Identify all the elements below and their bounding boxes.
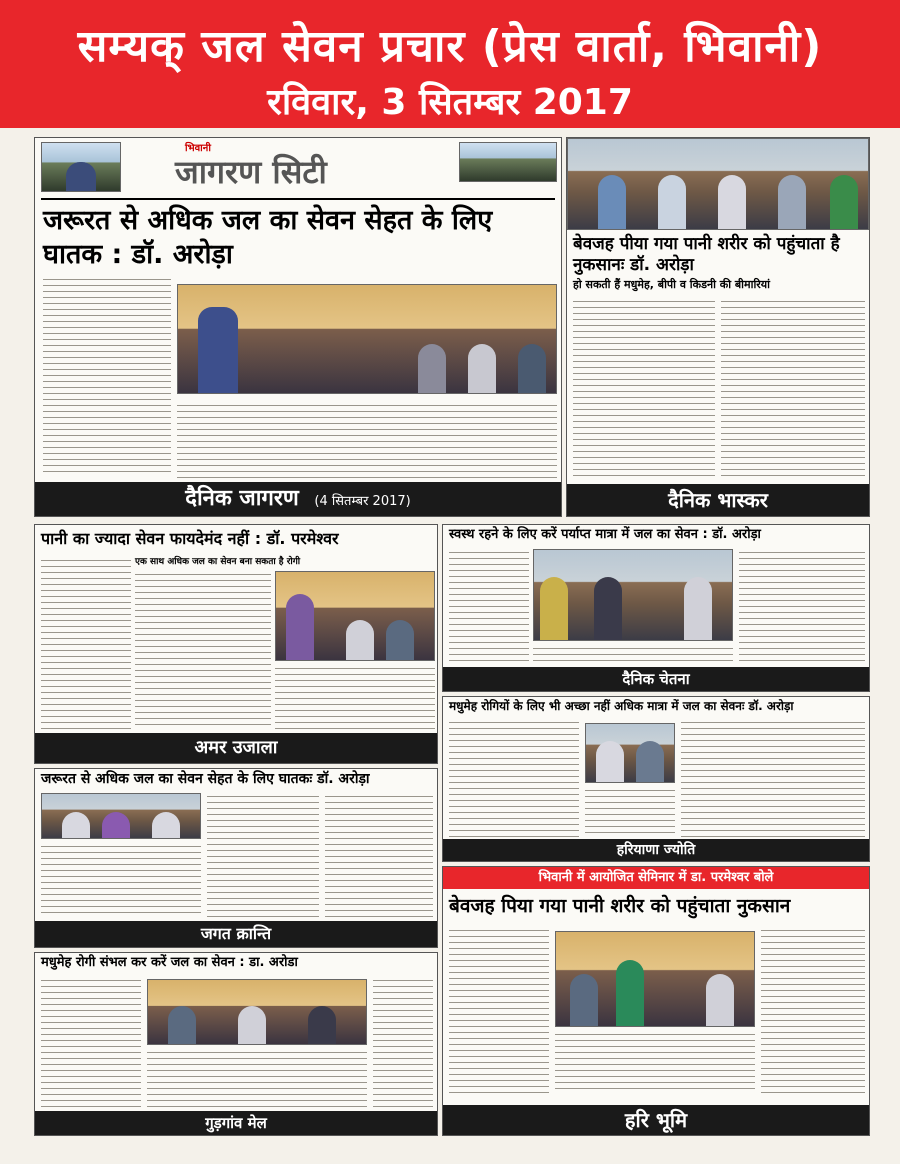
subhead: हो सकती हैं मधुमेह, बीपी व किडनी की बीमारियां [573, 278, 771, 291]
paper-date: (4 सितम्बर 2017) [314, 494, 411, 509]
footer-label [35, 733, 437, 763]
masthead-city: भिवानी [185, 143, 211, 154]
article-text-col3 [373, 977, 433, 1109]
article-text-col1 [449, 549, 529, 665]
article-text-col1 [449, 927, 549, 1093]
article-text-col3 [275, 665, 435, 729]
headline: पानी का ज्यादा सेवन फायदेमंद नहीं : डॉ. परमेश्वर [41, 529, 339, 548]
reporter-thumbnail [41, 142, 121, 192]
clipping-dainik-chetna [442, 524, 870, 692]
headline: मधुमेह रोगी संभल कर करें जल का सेवन : डा. अरोडा [41, 955, 298, 970]
article-photo [533, 549, 733, 641]
article-photo [177, 284, 557, 394]
article-photo [41, 793, 201, 839]
subhead: एक साथ अधिक जल का सेवन बना सकता है रोगी [135, 557, 301, 567]
headline: बेवजह पिया गया पानी शरीर को पहुंचाता नुकसान [449, 895, 791, 917]
article-text-col1 [449, 719, 579, 837]
article-photo [275, 571, 435, 661]
article-text-col1 [41, 843, 201, 917]
article-text-col2 [721, 298, 865, 478]
footer-label [443, 839, 869, 861]
headline: बेवजह पीया गया पानी शरीर को पहुंचाता है नुकसानः डॉ. अरोड़ा [573, 234, 840, 276]
headline: मधुमेह रोगियों के लिए भी अच्छा नहीं अधिक मात्रा में जल का सेवनः डॉ. अरोड़ा [449, 699, 794, 713]
paper-name: हरि भूमि [624, 1108, 688, 1132]
paper-name: जगत क्रान्ति [200, 924, 272, 943]
masthead-jagran-city: जागरण सिटी [175, 153, 327, 191]
clipping-dainik-bhaskar [566, 137, 870, 517]
clipping-jagat-kranti [34, 768, 438, 948]
article-text-col2 [585, 787, 675, 837]
article-text-col3 [739, 549, 865, 665]
article-photo [585, 723, 675, 783]
article-text-col2 [147, 1049, 367, 1109]
article-text-col3 [325, 793, 433, 917]
article-text-col1 [41, 557, 131, 729]
article-text-col1 [41, 977, 141, 1109]
top-banner [0, 0, 900, 128]
kicker: भिवानी में आयोजित सेमिनार में डा. परमेश्वर बोले [443, 867, 869, 889]
banner-title: सम्यक् जल सेवन प्रचार (प्रेस वार्ता, भिवानी) [77, 21, 823, 72]
article-text-col1 [573, 298, 715, 478]
footer-label [35, 921, 437, 947]
paper-name: गुड़गांव मेल [205, 1114, 267, 1132]
clipping-gurgaon-mail [34, 952, 438, 1136]
article-text-col2 [555, 1031, 755, 1093]
article-photo [147, 979, 367, 1045]
headline: जरूरत से अधिक जल का सेवन सेहत के लिए घातक : डॉ. अरोड़ा [43, 205, 493, 270]
clipping-dainik-jagran [34, 137, 562, 517]
footer-label [567, 484, 869, 516]
footer-label [443, 1105, 869, 1135]
article-text-col3 [681, 719, 865, 837]
footer-label [443, 667, 869, 691]
paper-name: दैनिक जागरण [185, 486, 299, 511]
headline: स्वस्थ रहने के लिए करें पर्याप्त मात्रा में जल का सेवन : डॉ. अरोड़ा [449, 527, 761, 542]
clipping-amar-ujala [34, 524, 438, 764]
paper-name: दैनिक भास्कर [668, 488, 768, 512]
footer-label [35, 482, 561, 516]
paper-name: हरियाणा ज्योति [616, 842, 696, 858]
masthead-photo [459, 142, 557, 182]
article-text-col1 [43, 276, 171, 476]
clipping-hari-bhoomi [442, 866, 870, 1136]
footer-label [35, 1111, 437, 1135]
headline: जरूरत से अधिक जल का सेवन सेहत के लिए घातकः डॉ. अरोड़ा [41, 771, 370, 787]
article-photo [555, 931, 755, 1027]
paper-name: अमर उजाला [194, 737, 278, 758]
banner-date: रविवार, 3 सितम्बर 2017 [267, 82, 633, 123]
press-conference-photo [567, 138, 869, 230]
paper-name: दैनिक चेतना [622, 670, 690, 688]
clipping-haryana-jyoti [442, 696, 870, 862]
article-text-col2 [177, 402, 557, 478]
article-text-col3 [761, 927, 865, 1093]
article-text-col2 [135, 571, 271, 729]
article-text-col2 [207, 793, 319, 917]
article-text-col2 [533, 645, 733, 665]
